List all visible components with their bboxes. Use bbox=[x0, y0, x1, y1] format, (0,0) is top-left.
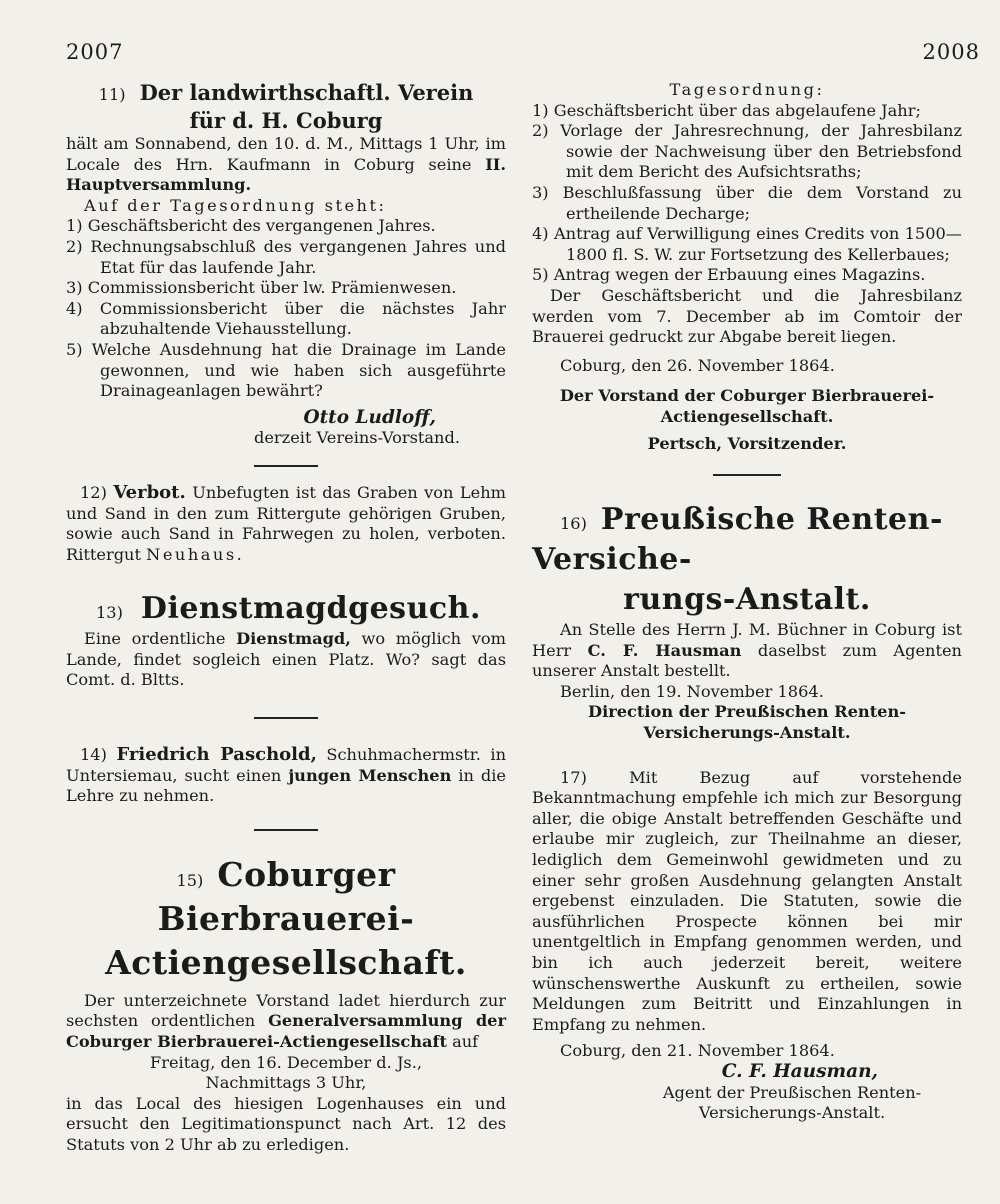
notice-11-item-2: 2) Rechnungsabschluß des vergangenen Jahres und Etat für das laufende Jahr. bbox=[66, 236, 506, 277]
notice-17-number: 17) bbox=[560, 767, 587, 787]
notice-13 bbox=[66, 589, 506, 691]
page-number-left: 2007 bbox=[66, 40, 124, 64]
notice-15-body bbox=[66, 991, 506, 1053]
notice-11-signature-role: derzeit Vereins-Vorstand. bbox=[253, 428, 460, 448]
notice-11-item-5: 5) Welche Ausdehnung hat die Drainage im Lande gewonnen, und wie haben sich ausgeführte Drainageanlagen bewährt? bbox=[66, 339, 506, 401]
notice-11-body bbox=[66, 134, 506, 196]
notice-14-title: Friedrich Paschold, bbox=[116, 744, 317, 766]
notice-11-agenda-intro: Auf der Tagesordnung steht: bbox=[84, 195, 387, 215]
notice-12-number: 12) bbox=[80, 482, 107, 502]
notice-14 bbox=[66, 745, 506, 807]
notice-15-time-line: Nachmittags 3 Uhr, bbox=[205, 1073, 367, 1093]
notice-15-item-3: 3) Beschlußfassung über die dem Vorstand zu ertheilende Decharge; bbox=[532, 182, 962, 223]
notice-16-body-text1: An Stelle des Herrn J. M. Büchner in Coburg ist Herr bbox=[532, 620, 962, 660]
notice-12 bbox=[66, 483, 506, 565]
notice-13-number: 13) bbox=[96, 603, 123, 623]
notice-14-body-text2: in die Lehre zu nehmen. bbox=[66, 765, 507, 806]
notice-11-title bbox=[66, 80, 506, 108]
notice-15-number: 15) bbox=[176, 870, 204, 890]
notice-17 bbox=[532, 768, 962, 1124]
divider bbox=[713, 474, 781, 476]
notice-15-agenda-intro: Tagesordnung: bbox=[669, 80, 825, 99]
notice-14-number: 14) bbox=[80, 745, 107, 765]
left-column bbox=[66, 80, 506, 1156]
notice-11-item-4: 4) Commissionsbericht über die nächstes Jahr abzuhaltende Viehausstellung. bbox=[66, 298, 506, 339]
page-number-right: 2008 bbox=[922, 40, 980, 64]
notice-11 bbox=[66, 80, 506, 449]
notice-14-body-text1: Schuhmachermstr. in Untersiemau, sucht einen bbox=[66, 745, 506, 785]
notice-17-body-text: Mit Bezug auf vorstehende Bekanntmachung empfehle ich mich zur Besorgung aller, die obige Anstalt betreffenden Geschäfte und erlaube mir zugleich, zur Theilnahme an dieser, lediglich dem Gemeinwohl gewidmeten und zu einer sehr großen Ausdehnung gelangten Anstalt ergebenst einzuladen. Die Statuten, sowie die ausführlichen Prospecte können bei mir unentgeltlich in Empfang genommen werden, und bin ich auch jederzeit bereit, weitere wünschenswerthe Auskunft zu ertheilen, sowie Meldungen zum Beitritt und Einzahlungen in Empfang zu nehmen. bbox=[532, 767, 962, 1034]
notice-13-heading bbox=[66, 589, 506, 629]
notice-16-signature: Direction der Preußischen Renten-Versicherungs-Anstalt. bbox=[588, 702, 906, 743]
notice-15-body-bold: Generalversammlung der Coburger Bierbrauerei-Actiengesellschaft bbox=[66, 1011, 506, 1052]
notice-16-title-line1: Preußische Renten-Versiche- bbox=[532, 502, 943, 578]
notice-15-body-text1: Der unterzeichnete Vorstand ladet hierdurch zur sechsten ordentlichen bbox=[66, 990, 506, 1031]
notice-12-place: Neuhaus. bbox=[146, 544, 245, 564]
notice-17-signature-name: C. F. Hausman, bbox=[721, 1060, 878, 1082]
notice-17-body bbox=[532, 768, 962, 1036]
notice-11-item-3: 3) Commissionsbericht über lw. Prämienwesen. bbox=[66, 278, 457, 298]
notice-13-body-bold: Dienstmagd, bbox=[236, 629, 351, 649]
notice-15-item-5: 5) Antrag wegen der Erbauung eines Magazins. bbox=[532, 265, 926, 285]
divider bbox=[254, 829, 318, 831]
notice-11-number: 11) bbox=[98, 85, 126, 104]
notice-15 bbox=[66, 853, 506, 1156]
notice-11-signature-name: Otto Ludloff, bbox=[303, 406, 436, 428]
notice-16-number: 16) bbox=[560, 514, 587, 534]
notice-15-note: Der Geschäftsbericht und die Jahresbilanz werden vom 7. December ab im Comtoir der Brauerei gedruckt zur Abgabe bereit liegen. bbox=[532, 285, 962, 347]
notice-12-body bbox=[66, 483, 506, 565]
notice-15-title-line1: Coburger Bierbrauerei- bbox=[157, 854, 415, 938]
notice-13-body bbox=[66, 629, 506, 691]
notice-14-body-bold: jungen Menschen bbox=[288, 765, 452, 785]
notice-15-item-2: 2) Vorlage der Jahresrechnung, der Jahresbilanz sowie der Nachweisung über den Betriebsfond mit dem Bericht des Aufsichtsraths; bbox=[532, 121, 962, 182]
notice-15-body-text2: auf bbox=[452, 1032, 479, 1052]
notice-11-title-line2: für d. H. Coburg bbox=[189, 108, 383, 133]
notice-13-body-text1: Eine ordentliche bbox=[84, 629, 226, 649]
notice-15-chair: Pertsch, Vorsitzender. bbox=[647, 433, 847, 453]
notice-14-body bbox=[66, 745, 506, 807]
notice-15-place-date: Coburg, den 26. November 1864. bbox=[560, 355, 835, 375]
right-column bbox=[532, 80, 962, 1124]
notice-16-body-bold: C. F. Hausman bbox=[587, 640, 742, 660]
notice-17-place-date: Coburg, den 21. November 1864. bbox=[560, 1041, 835, 1061]
notice-16-heading bbox=[532, 500, 962, 580]
divider bbox=[254, 465, 318, 467]
notice-11-item-1: 1) Geschäftsbericht des vergangenen Jahres. bbox=[66, 216, 436, 236]
notice-15-item-4: 4) Antrag auf Verwilligung eines Credits von 1500—1800 fl. S. W. zur Fortsetzung des Kellerbaues; bbox=[532, 224, 962, 264]
divider bbox=[254, 717, 318, 719]
notice-16 bbox=[532, 500, 962, 744]
notice-15-continued bbox=[532, 80, 962, 454]
notice-16-place-date: Berlin, den 19. November 1864. bbox=[560, 681, 824, 701]
notice-16-title-line2: rungs-Anstalt. bbox=[623, 582, 871, 618]
notice-16-body-text2: daselbst zum Agenten unserer Anstalt bestellt. bbox=[532, 640, 962, 681]
notice-15-heading bbox=[66, 853, 506, 941]
notice-15-item-1: 1) Geschäftsbericht über das abgelaufene Jahr; bbox=[532, 100, 921, 120]
notice-11-body-text: hält am Sonnabend, den 10. d. M., Mittags 1 Uhr, im Locale des Hrn. Kaufmann in Coburg seine bbox=[66, 134, 506, 174]
notice-15-date-line: Freitag, den 16. December d. Js., bbox=[149, 1052, 423, 1072]
notice-15-body-continued: in das Local des hiesigen Logenhauses ein und ersucht den Legitimationspunct nach Art. 12 des Statuts von 2 Uhr ab zu erledigen. bbox=[66, 1093, 506, 1154]
notice-11-body-bold: II. Hauptversammlung. bbox=[66, 154, 506, 195]
notice-15-board: Der Vorstand der Coburger Bierbrauerei-Actiengesellschaft. bbox=[559, 386, 935, 426]
notice-17-signature-role: Agent der Preußischen Renten-Versicherungs-Anstalt. bbox=[662, 1082, 922, 1123]
notice-11-title-line1: Der landwirthschaftl. Verein bbox=[139, 80, 474, 105]
notice-12-title: Verbot. bbox=[113, 481, 186, 503]
notice-16-body bbox=[532, 620, 962, 682]
notice-12-body-text: Unbefugten ist das Graben von Lehm und Sand in den zum Rittergute gehörigen Gruben, sowie auch Sand in Fahrwegen zu holen, verboten. Rittergut bbox=[66, 482, 506, 564]
notice-13-body-text2: wo möglich vom Lande, findet sogleich einen Platz. Wo? sagt das Comt. d. Bltts. bbox=[66, 629, 507, 690]
notice-15-title-line2: Actiengesellschaft. bbox=[105, 942, 467, 982]
notice-13-title: Dienstmagdgesuch. bbox=[140, 591, 481, 627]
